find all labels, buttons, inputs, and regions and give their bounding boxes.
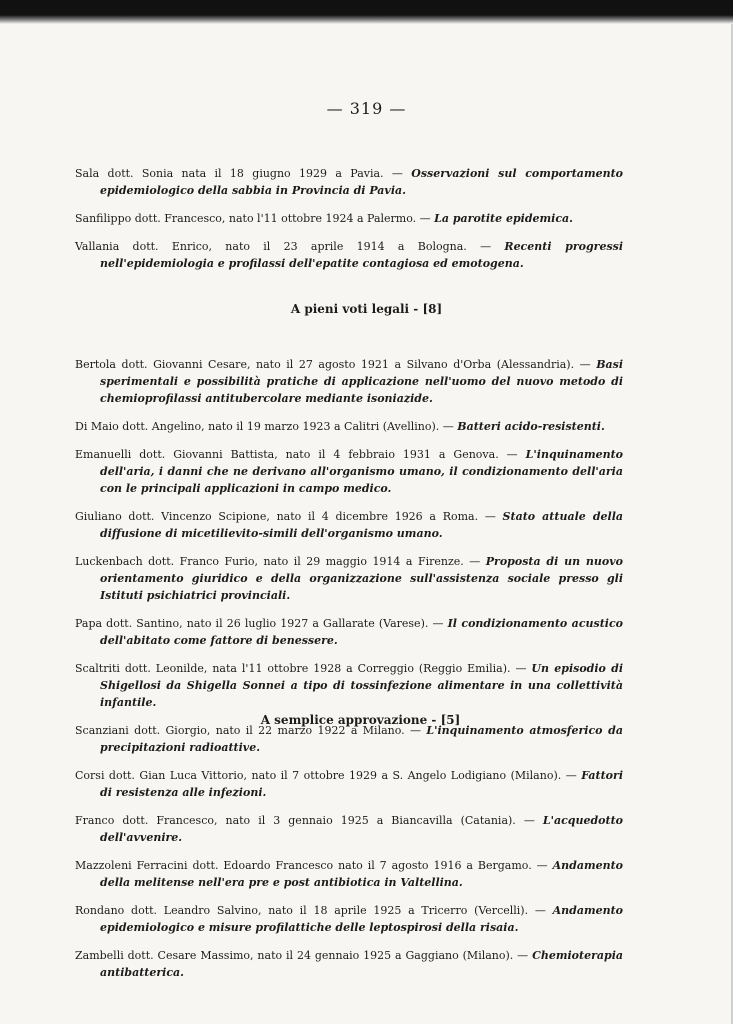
section-heading-semplice-approvazione: A semplice approvazione - [5] <box>260 713 461 727</box>
entry-author: Scanziani dott. Giorgio, nato il 22 marzo 1922 a Milano. <box>75 724 405 737</box>
entry-thesis-title: Chemioterapia antibatterica. <box>100 949 623 979</box>
entry-separator: — <box>531 859 553 872</box>
entry-thesis-title: Proposta di un nuovo orientamento giuridico e della organizzazione sull'assistenza sociale presso gli Istituti psichiatrici provinciali. <box>100 555 623 602</box>
entry <box>75 660 623 711</box>
entry-author: Zambelli dott. Cesare Massimo, nato il 24 gennaio 1925 a Gaggiano (Milano). <box>75 949 514 962</box>
entry-thesis-title: Andamento epidemiologico e misure profilattiche delle leptospirosi della risaia. <box>100 904 624 934</box>
entry <box>75 446 623 497</box>
entry <box>75 553 623 604</box>
entry-thesis-title: Basi sperimentali e possibilità pratiche di applicazione nell'uomo del nuovo metodo di chemioprofilassi antitubercolare mediante isoniazide. <box>100 358 624 405</box>
entry-thesis-title: Un episodio di Shigellosi da Shigella Sonnei a tipo di tossinfezione alimentare in una collettività infantile. <box>100 662 624 709</box>
entry-separator: — <box>510 662 532 675</box>
scan-top-border <box>0 0 733 24</box>
entry-separator: — <box>463 555 486 568</box>
entry-author: Papa dott. Santino, nato il 26 luglio 1927 a Gallarate (Varese). <box>75 617 429 630</box>
entry-author: Emanuelli dott. Giovanni Battista, nato il 4 febbraio 1931 a Genova. <box>75 448 499 461</box>
section-heading-pieni-voti: A pieni voti legali - [8] <box>290 302 443 316</box>
entry-author: Corsi dott. Gian Luca Vittorio, nato il 7 ottobre 1929 a S. Angelo Lodigiano (Milano). <box>75 769 562 782</box>
entry <box>75 615 623 649</box>
entry-separator: — <box>383 167 412 180</box>
entry-author: Di Maio dott. Angelino, nato il 19 marzo 1923 a Calitri (Avellino). <box>75 420 440 433</box>
entry-author: Mazzoleni Ferracini dott. Edoardo Francesco nato il 7 agosto 1916 a Bergamo. <box>75 859 532 872</box>
entry-author: Franco dott. Francesco, nato il 3 gennaio 1925 a Biancavilla (Catania). <box>75 814 516 827</box>
entry <box>75 812 623 846</box>
entry-thesis-title: Batteri acido-resistenti. <box>457 420 605 433</box>
entry-separator: — <box>528 904 553 917</box>
entry-author: Rondano dott. Leandro Salvino, nato il 18 aprile 1925 a Tricerro (Vercelli). <box>75 904 529 917</box>
entry-thesis-title: L'acquedotto dell'avvenire. <box>100 814 623 844</box>
entry-separator: — <box>428 617 448 630</box>
entry-separator: — <box>478 510 503 523</box>
page-number: — 319 — <box>326 99 407 118</box>
entry-thesis-title: L'inquinamento dell'aria, i danni che ne derivano all'organismo umano, il condizionamento dell'aria con le principali applicazioni in campo medico. <box>100 448 623 495</box>
entry-separator: — <box>404 724 427 737</box>
entry-thesis-title: Il condizionamento acustico dell'abitato come fattore di benessere. <box>100 617 623 647</box>
entry-author: Luckenbach dott. Franco Furio, nato il 29 maggio 1914 a Firenze. <box>75 555 464 568</box>
entry-list-continued <box>75 154 623 274</box>
entry-author: Scaltriti dott. Leonilde, nata l'11 ottobre 1928 a Correggio (Reggio Emilia). <box>75 662 511 675</box>
entry <box>75 418 623 435</box>
entry-author: Sanfilippo dott. Francesco, nato l'11 ottobre 1924 a Palermo. <box>75 212 417 225</box>
entry-separator: — <box>574 358 597 371</box>
entry <box>75 902 623 936</box>
entry <box>75 722 623 756</box>
entry <box>75 508 623 542</box>
entry-separator: — <box>466 240 505 253</box>
entry-list-pieni-voti <box>75 345 623 758</box>
entry <box>75 165 623 199</box>
entry-separator: — <box>515 814 543 827</box>
entry-author: Sala dott. Sonia nata il 18 giugno 1929 a Pavia. <box>75 167 384 180</box>
entry-separator: — <box>561 769 582 782</box>
entry <box>75 210 623 227</box>
entry-author: Bertola dott. Giovanni Cesare, nato il 27 agosto 1921 a Silvano d'Orba (Alessandria). <box>75 358 575 371</box>
entry-author: Vallania dott. Enrico, nato il 23 aprile 1914 a Bologna. <box>75 240 467 253</box>
entry-thesis-title: Recenti progressi nell'epidemiologia e profilassi dell'epatite contagiosa ed emotogena. <box>100 240 624 270</box>
entry-thesis-title: Andamento della melitense nell'era pre e post antibiotica in Valtellina. <box>100 859 623 889</box>
entry-separator: — <box>513 949 533 962</box>
entry-separator: — <box>498 448 526 461</box>
entry-separator: — <box>416 212 435 225</box>
entry-thesis-title: Fattori di resistenza alle infezioni. <box>100 769 623 799</box>
entry <box>75 356 623 407</box>
entry-thesis-title: L'inquinamento atmosferico da precipitazioni radioattive. <box>100 724 624 754</box>
entry <box>75 767 623 801</box>
entry-list-semplice-approvazione <box>75 756 623 983</box>
entry-thesis-title: Osservazioni sul comportamento epidemiologico della sabbia in Provincia di Pavia. <box>100 167 623 197</box>
entry-thesis-title: La parotite epidemica. <box>434 212 573 225</box>
entry-separator: — <box>439 420 458 433</box>
entry-author: Giuliano dott. Vincenzo Scipione, nato il 4 dicembre 1926 a Roma. <box>75 510 479 523</box>
entry <box>75 238 623 272</box>
entry-thesis-title: Stato attuale della diffusione di micetilievito-simili dell'organismo umano. <box>100 510 623 540</box>
entry <box>75 947 623 981</box>
entry <box>75 857 623 891</box>
